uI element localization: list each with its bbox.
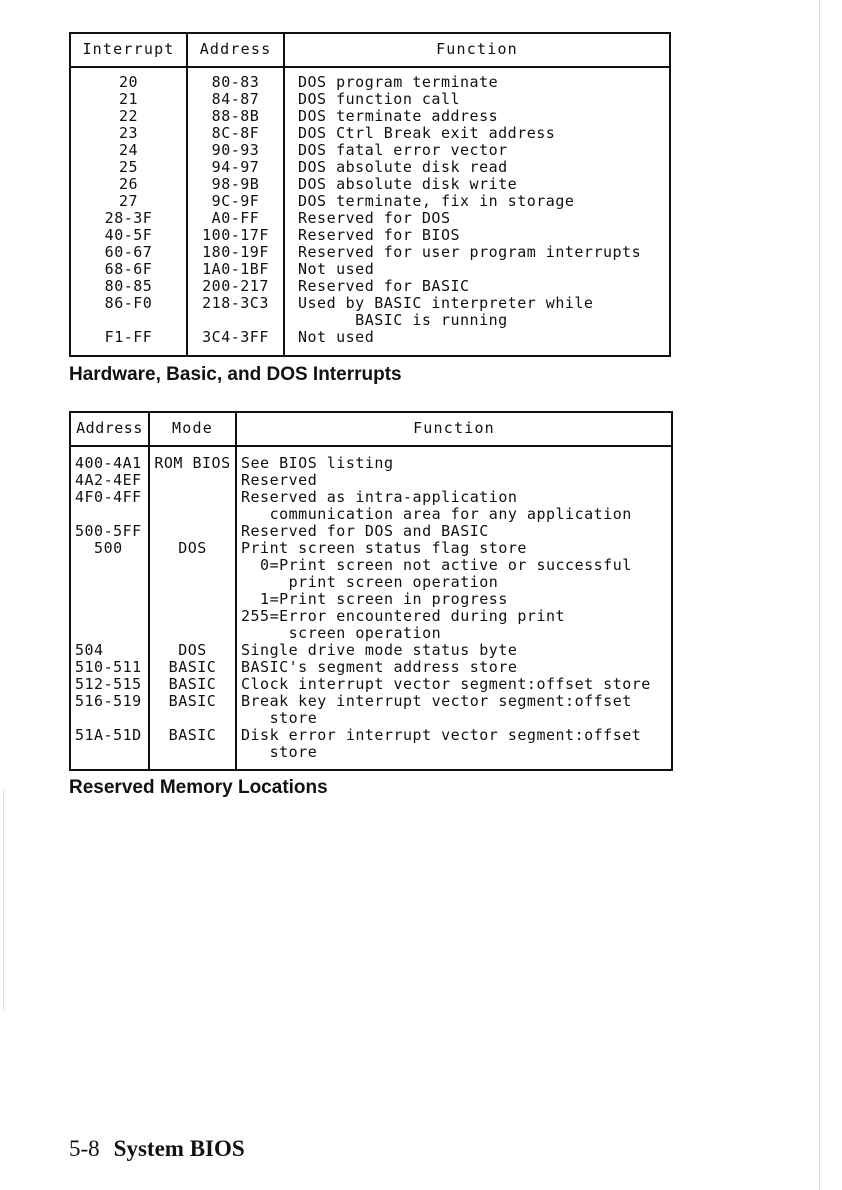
- function-cell: Reserved for BASIC: [298, 277, 470, 295]
- address-cell: 90-93: [211, 141, 260, 159]
- function-cell: DOS program terminate: [298, 73, 499, 91]
- mode-cell: BASIC: [168, 658, 217, 676]
- page-number: 5-8: [69, 1136, 100, 1161]
- interrupt-cell: [71, 312, 186, 329]
- page-edge-line: [819, 0, 820, 1190]
- address-cell: [75, 557, 142, 574]
- address-cell: 516-519: [75, 692, 142, 710]
- interrupt-cell: 25: [118, 158, 139, 176]
- address-cell: 1A0-1BF: [202, 260, 269, 278]
- interrupt-cell: 80-85: [104, 277, 153, 295]
- function-column-2: [241, 455, 651, 761]
- function-cell: 1=Print screen in progress: [241, 590, 508, 608]
- interrupt-cell: 86-F0: [104, 294, 153, 312]
- address-cell: 180-19F: [202, 243, 269, 261]
- address-cell: 200-217: [202, 277, 269, 295]
- function-cell: Reserved for DOS and BASIC: [241, 522, 489, 540]
- table2-caption: Reserved Memory Locations: [69, 777, 328, 798]
- address-cell: 8C-8F: [211, 124, 260, 142]
- footer-title: System BIOS: [113, 1136, 245, 1161]
- address-cell: 98-9B: [211, 175, 260, 193]
- function-cell: 0=Print screen not active or successful: [241, 556, 632, 574]
- interrupt-cell: 68-6F: [104, 260, 153, 278]
- interrupt-cell: F1-FF: [104, 328, 153, 346]
- address-cell: 500: [75, 539, 123, 557]
- interrupt-cell: 60-67: [104, 243, 153, 261]
- function-cell: screen operation: [241, 624, 442, 642]
- mode-cell: [150, 710, 235, 727]
- address-cell: 510-511: [75, 658, 142, 676]
- address-cell: [75, 744, 142, 761]
- mode-cell: [150, 608, 235, 625]
- function-cell: print screen operation: [241, 573, 499, 591]
- mode-cell: [150, 557, 235, 574]
- mode-cell: [150, 506, 235, 523]
- mode-cell: DOS: [178, 641, 207, 659]
- mode-cell: [150, 523, 235, 540]
- address-column: [188, 74, 283, 346]
- function-cell: DOS terminate address: [298, 107, 499, 125]
- function-cell: Reserved as intra-application: [241, 488, 518, 506]
- header-address-2: Address: [76, 419, 143, 437]
- address-cell: 3C4-3FF: [202, 328, 269, 346]
- scan-margin-mark: [3, 790, 4, 1010]
- address-cell: 94-97: [211, 158, 260, 176]
- function-cell: BASIC is running: [298, 311, 508, 329]
- function-cell: Single drive mode status byte: [241, 641, 518, 659]
- mode-cell: BASIC: [168, 675, 217, 693]
- address-cell: 400-4A1: [75, 454, 142, 472]
- mode-cell: BASIC: [168, 726, 217, 744]
- interrupt-cell: 28-3F: [104, 209, 153, 227]
- address-cell: 218-3C3: [202, 294, 269, 312]
- header-address: Address: [199, 40, 272, 58]
- function-cell: Disk error interrupt vector segment:offset: [241, 726, 642, 744]
- address-cell: 512-515: [75, 675, 142, 693]
- function-cell: DOS function call: [298, 90, 461, 108]
- interrupt-cell: 40-5F: [104, 226, 153, 244]
- interrupt-cell: 26: [118, 175, 139, 193]
- memory-locations-table: [69, 411, 673, 771]
- table1-caption: Hardware, Basic, and DOS Interrupts: [69, 364, 402, 385]
- function-cell: 255=Error encountered during print: [241, 607, 566, 625]
- function-cell: See BIOS listing: [241, 454, 394, 472]
- address-cell: 51A-51D: [75, 726, 142, 744]
- function-cell: Reserved for DOS: [298, 209, 451, 227]
- mode-column: [150, 455, 235, 761]
- interrupt-cell: 21: [118, 90, 139, 108]
- function-cell: Clock interrupt vector segment:offset store: [241, 675, 651, 693]
- interrupt-cell: 24: [118, 141, 139, 159]
- function-cell: Not used: [298, 328, 375, 346]
- function-cell: Reserved: [241, 471, 318, 489]
- function-cell: communication area for any application: [241, 505, 632, 523]
- mode-cell: BASIC: [168, 692, 217, 710]
- address-cell: 100-17F: [202, 226, 269, 244]
- function-cell: DOS Ctrl Break exit address: [298, 124, 556, 142]
- function-cell: BASIC's segment address store: [241, 658, 518, 676]
- function-cell: DOS fatal error vector: [298, 141, 508, 159]
- page-footer: [69, 1136, 245, 1162]
- address-cell: 84-87: [211, 90, 260, 108]
- interrupt-cell: 20: [118, 73, 139, 91]
- address-cell: 88-8B: [211, 107, 260, 125]
- mode-cell: [150, 472, 235, 489]
- function-column: [298, 74, 641, 346]
- header-interrupt: Interrupt: [82, 40, 175, 58]
- address-cell: 80-83: [211, 73, 260, 91]
- header-function: Function: [436, 40, 518, 58]
- address-cell: 500-5FF: [75, 522, 142, 540]
- address-cell: 504: [75, 641, 104, 659]
- function-cell: store: [241, 743, 318, 761]
- function-cell: Break key interrupt vector segment:offset: [241, 692, 632, 710]
- function-cell: store: [241, 709, 318, 727]
- address-cell: [75, 710, 142, 727]
- mode-cell: [150, 625, 235, 642]
- address-cell: [75, 574, 142, 591]
- address-column-2: [75, 455, 142, 761]
- address-cell: 4F0-4FF: [75, 488, 142, 506]
- function-cell: DOS absolute disk write: [298, 175, 518, 193]
- function-cell: Print screen status flag store: [241, 539, 527, 557]
- function-cell: Reserved for user program interrupts: [298, 243, 642, 261]
- interrupt-cell: 23: [118, 124, 139, 142]
- function-cell: DOS terminate, fix in storage: [298, 192, 575, 210]
- interrupts-table: [69, 32, 671, 357]
- address-cell: [75, 591, 142, 608]
- function-cell: Used by BASIC interpreter while: [298, 294, 594, 312]
- address-cell: 4A2-4EF: [75, 471, 142, 489]
- address-cell: [188, 312, 283, 329]
- mode-cell: DOS: [178, 539, 207, 557]
- mode-cell: [150, 489, 235, 506]
- function-cell: DOS absolute disk read: [298, 158, 508, 176]
- function-cell: Not used: [298, 260, 375, 278]
- address-cell: 9C-9F: [211, 192, 260, 210]
- header-mode: Mode: [172, 419, 213, 437]
- mode-cell: [150, 591, 235, 608]
- address-cell: [75, 625, 142, 642]
- mode-cell: ROM BIOS: [154, 454, 231, 472]
- address-cell: [75, 608, 142, 625]
- header-function-2: Function: [413, 419, 495, 437]
- interrupt-cell: 27: [118, 192, 139, 210]
- address-cell: [75, 506, 142, 523]
- function-cell: Reserved for BIOS: [298, 226, 461, 244]
- interrupt-cell: 22: [118, 107, 139, 125]
- interrupt-column: [71, 74, 186, 346]
- mode-cell: [150, 574, 235, 591]
- mode-cell: [150, 744, 235, 761]
- address-cell: A0-FF: [211, 209, 260, 227]
